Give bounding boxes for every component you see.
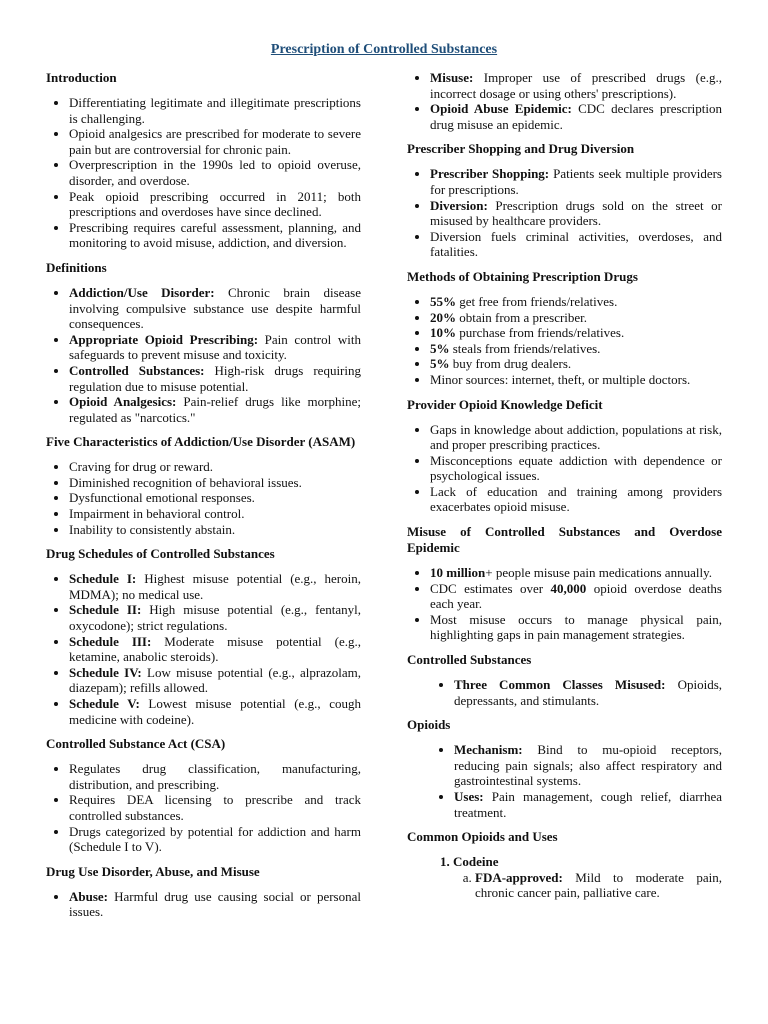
item-text: Chronic brain disease involving compulsive substance use despite harmful consequences. [69, 284, 361, 332]
item-text: Lack of education and training among providers exacerbates opioid misuse. [430, 483, 722, 515]
list-item [69, 394, 361, 425]
list-item [69, 665, 361, 696]
bullet-list [46, 571, 361, 727]
item-text: Lowest misuse potential (e.g., cough medicine with codeine). [69, 696, 361, 727]
item-text: Minor sources: internet, theft, or multiple doctors. [430, 371, 691, 387]
item-text: Moderate misuse potential (e.g., ketamine, anabolic steroids). [69, 633, 361, 665]
list-item [69, 490, 361, 506]
list-item [430, 581, 722, 612]
item-term: 40,000 [550, 580, 587, 596]
list-item [430, 422, 722, 453]
list-item [430, 565, 722, 581]
item-term: 5% [430, 356, 450, 372]
item-text: Prescribing requires careful assessment, planning, and monitoring to avoid misuse, addiction, and diversion. [69, 219, 361, 251]
bullet-list [407, 565, 722, 643]
section-heading: Drug Use Disorder, Abuse, and Misuse [46, 863, 260, 879]
item-text: Patients seek multiple providers for prescriptions. [430, 166, 722, 197]
item-term: 10% [430, 325, 456, 341]
opioid-sublist [453, 870, 722, 901]
right-sections [407, 70, 722, 820]
list-item [430, 229, 722, 260]
item-text: Regulates drug classification, manufacturing, distribution, and prescribing. [69, 761, 361, 792]
bullet-list [46, 95, 361, 251]
list-item [69, 522, 361, 538]
section-heading: Provider Opioid Knowledge Deficit [407, 396, 603, 412]
item-text: CDC declares prescription drug misuse an epidemic. [430, 101, 722, 132]
list-item [430, 356, 722, 372]
bullet-list [46, 889, 361, 920]
bullet-list [407, 70, 722, 132]
item-text: Requires DEA licensing to prescribe and track controlled substances. [69, 792, 361, 823]
item-text: Gaps in knowledge about addiction, populations at risk, and proper prescribing practices. [430, 421, 722, 453]
list-item [69, 824, 361, 855]
list-item [69, 571, 361, 602]
list-item [454, 789, 722, 820]
item-text: Diminished recognition of behavioral issues. [69, 474, 302, 490]
right-column [407, 70, 722, 929]
list-item [430, 101, 722, 132]
item-term: Schedule V: [69, 696, 140, 711]
item-text: Low misuse potential (e.g., alprazolam, diazepam); refills allowed. [69, 664, 361, 696]
list-item [69, 889, 361, 920]
item-text: High misuse potential (e.g., fentanyl, oxycodone); strict regulations. [69, 602, 361, 634]
list-item [430, 453, 722, 484]
list-item [69, 761, 361, 792]
item-text: Dysfunctional emotional responses. [69, 490, 255, 506]
common-opioids-list [407, 854, 722, 901]
item-text: + people misuse pain medications annually. [485, 565, 712, 581]
list-item [69, 792, 361, 823]
item-text: Inability to consistently abstain. [69, 521, 236, 537]
section-heading: Drug Schedules of Controlled Substances [46, 546, 275, 562]
opioid-subitem [475, 870, 722, 901]
item-term: Schedule III: [69, 633, 152, 649]
item-text: Mild to moderate pain, chronic cancer pain, palliative care. [475, 869, 722, 901]
item-text: Harmful drug use causing social or personal issues. [69, 888, 361, 920]
item-text: Bind to mu-opioid receptors, reducing pain signals; also affect respiratory and gastrointestinal systems. [454, 742, 722, 789]
list-item [454, 742, 722, 789]
item-term: Mechanism: [454, 742, 523, 758]
bullet-list [407, 422, 722, 516]
item-text: Peak opioid prescribing occurred in 2011; both prescriptions and overdoses have since declined. [69, 188, 361, 220]
item-term: 5% [430, 340, 450, 356]
item-text: Highest misuse potential (e.g., heroin, MDMA); no medical use. [69, 571, 361, 602]
list-item [69, 696, 361, 727]
bullet-list [46, 459, 361, 537]
item-term: Three Common Classes Misused: [454, 677, 666, 693]
item-term: Diversion: [430, 197, 488, 213]
item-term: Schedule I: [69, 571, 137, 587]
list-item [430, 294, 722, 310]
list-item [69, 332, 361, 363]
item-term: 20% [430, 309, 456, 325]
document-title: Prescription of Controlled Substances [270, 42, 498, 57]
item-term: Appropriate Opioid Prescribing: [69, 331, 259, 347]
list-item [69, 126, 361, 157]
item-text: steals from friends/relatives. [449, 340, 601, 356]
section-heading: Five Characteristics of Addiction/Use Disorder (ASAM) [46, 434, 356, 450]
item-term: 55% [430, 293, 456, 309]
item-text: get free from friends/relatives. [456, 293, 618, 309]
item-term: Uses: [454, 789, 484, 804]
section-heading: Methods of Obtaining Prescription Drugs [407, 268, 638, 284]
columns [46, 70, 722, 929]
list-item [430, 341, 722, 357]
item-text: obtain from a prescriber. [456, 309, 588, 325]
item-text: Prescription drugs sold on the street or misused by healthcare providers. [430, 197, 722, 229]
item-text: Craving for drug or reward. [69, 459, 214, 475]
list-item [69, 506, 361, 522]
opioid-name: Codeine [453, 854, 499, 870]
item-text: Opioid analgesics are prescribed for moderate to severe pain but are controversial for chronic pain. [69, 126, 361, 157]
item-text: Overprescription in the 1990s led to opioid overuse, disorder, and overdose. [69, 157, 361, 188]
item-term: Schedule IV: [69, 664, 142, 680]
list-item [430, 612, 722, 643]
item-text: CDC estimates over [430, 580, 551, 596]
item-term: FDA-approved: [475, 869, 563, 885]
opioid-item [453, 854, 722, 901]
item-text: Drugs categorized by potential for addiction and harm (Schedule I to V). [69, 823, 361, 855]
item-text: Most misuse occurs to manage physical pain, highlighting gaps in pain management strategies. [430, 611, 722, 643]
item-term: 10 million [430, 565, 486, 581]
item-term: Misuse: [430, 70, 474, 85]
item-text: purchase from friends/relatives. [456, 325, 625, 341]
bullet-list [46, 761, 361, 855]
bullet-list [407, 294, 722, 388]
bullet-list [407, 742, 722, 820]
item-term: Opioid Analgesics: [69, 394, 177, 410]
item-term: Controlled Substances: [69, 362, 205, 378]
item-text: Diversion fuels criminal activities, overdoses, and fatalities. [430, 228, 722, 260]
item-text: Pain control with safeguards to prevent misuse and toxicity. [69, 331, 361, 363]
list-item [430, 166, 722, 197]
item-term: Prescriber Shopping: [430, 166, 550, 182]
item-text: buy from drug dealers. [449, 356, 572, 372]
list-item [430, 70, 722, 101]
bullet-list [46, 285, 361, 425]
list-item [430, 325, 722, 341]
section-heading: Opioids [407, 717, 451, 733]
bullet-list [407, 166, 722, 260]
section-heading: Definitions [46, 259, 107, 275]
item-term: Opioid Abuse Epidemic: [430, 101, 572, 117]
item-text: Differentiating legitimate and illegitimate prescriptions is challenging. [69, 95, 361, 126]
item-term: Addiction/Use Disorder: [69, 284, 215, 300]
bullet-list [407, 677, 722, 708]
section-heading: Introduction [46, 70, 117, 85]
list-item [430, 372, 722, 388]
item-text: Impairment in behavioral control. [69, 506, 245, 522]
section-heading: Misuse of Controlled Substances and Overdose Epidemic [407, 524, 722, 556]
section-heading: Controlled Substance Act (CSA) [46, 736, 226, 752]
list-item [69, 95, 361, 126]
list-item [69, 285, 361, 332]
section-heading: Prescriber Shopping and Drug Diversion [407, 141, 635, 157]
section-heading: Controlled Substances [407, 652, 532, 668]
item-text: Misconceptions equate addiction with dependence or psychological issues. [430, 452, 722, 484]
list-item [69, 634, 361, 665]
item-text: Opioids, depressants, and stimulants. [454, 677, 722, 708]
item-text: Improper use of prescribed drugs (e.g., incorrect dosage or using others' prescriptions). [430, 70, 722, 101]
list-item [69, 189, 361, 220]
list-item [69, 459, 361, 475]
list-item [69, 363, 361, 394]
list-item [430, 310, 722, 326]
item-text: Pain management, cough relief, diarrhea treatment. [454, 789, 722, 820]
item-text: High-risk drugs requiring regulation due to misuse potential. [69, 362, 361, 394]
item-term: Abuse: [69, 888, 109, 904]
list-item [430, 484, 722, 515]
list-item [430, 198, 722, 229]
list-item [69, 475, 361, 491]
list-item [69, 220, 361, 251]
left-column [46, 70, 361, 929]
item-text: Pain-relief drugs like morphine; regulated as "narcotics." [69, 394, 361, 425]
list-item [69, 602, 361, 633]
item-term: Schedule II: [69, 602, 142, 618]
list-item [454, 677, 722, 708]
section-heading: Common Opioids and Uses [407, 829, 558, 845]
list-item [69, 157, 361, 188]
item-text: opioid overdose deaths each year. [430, 580, 722, 612]
